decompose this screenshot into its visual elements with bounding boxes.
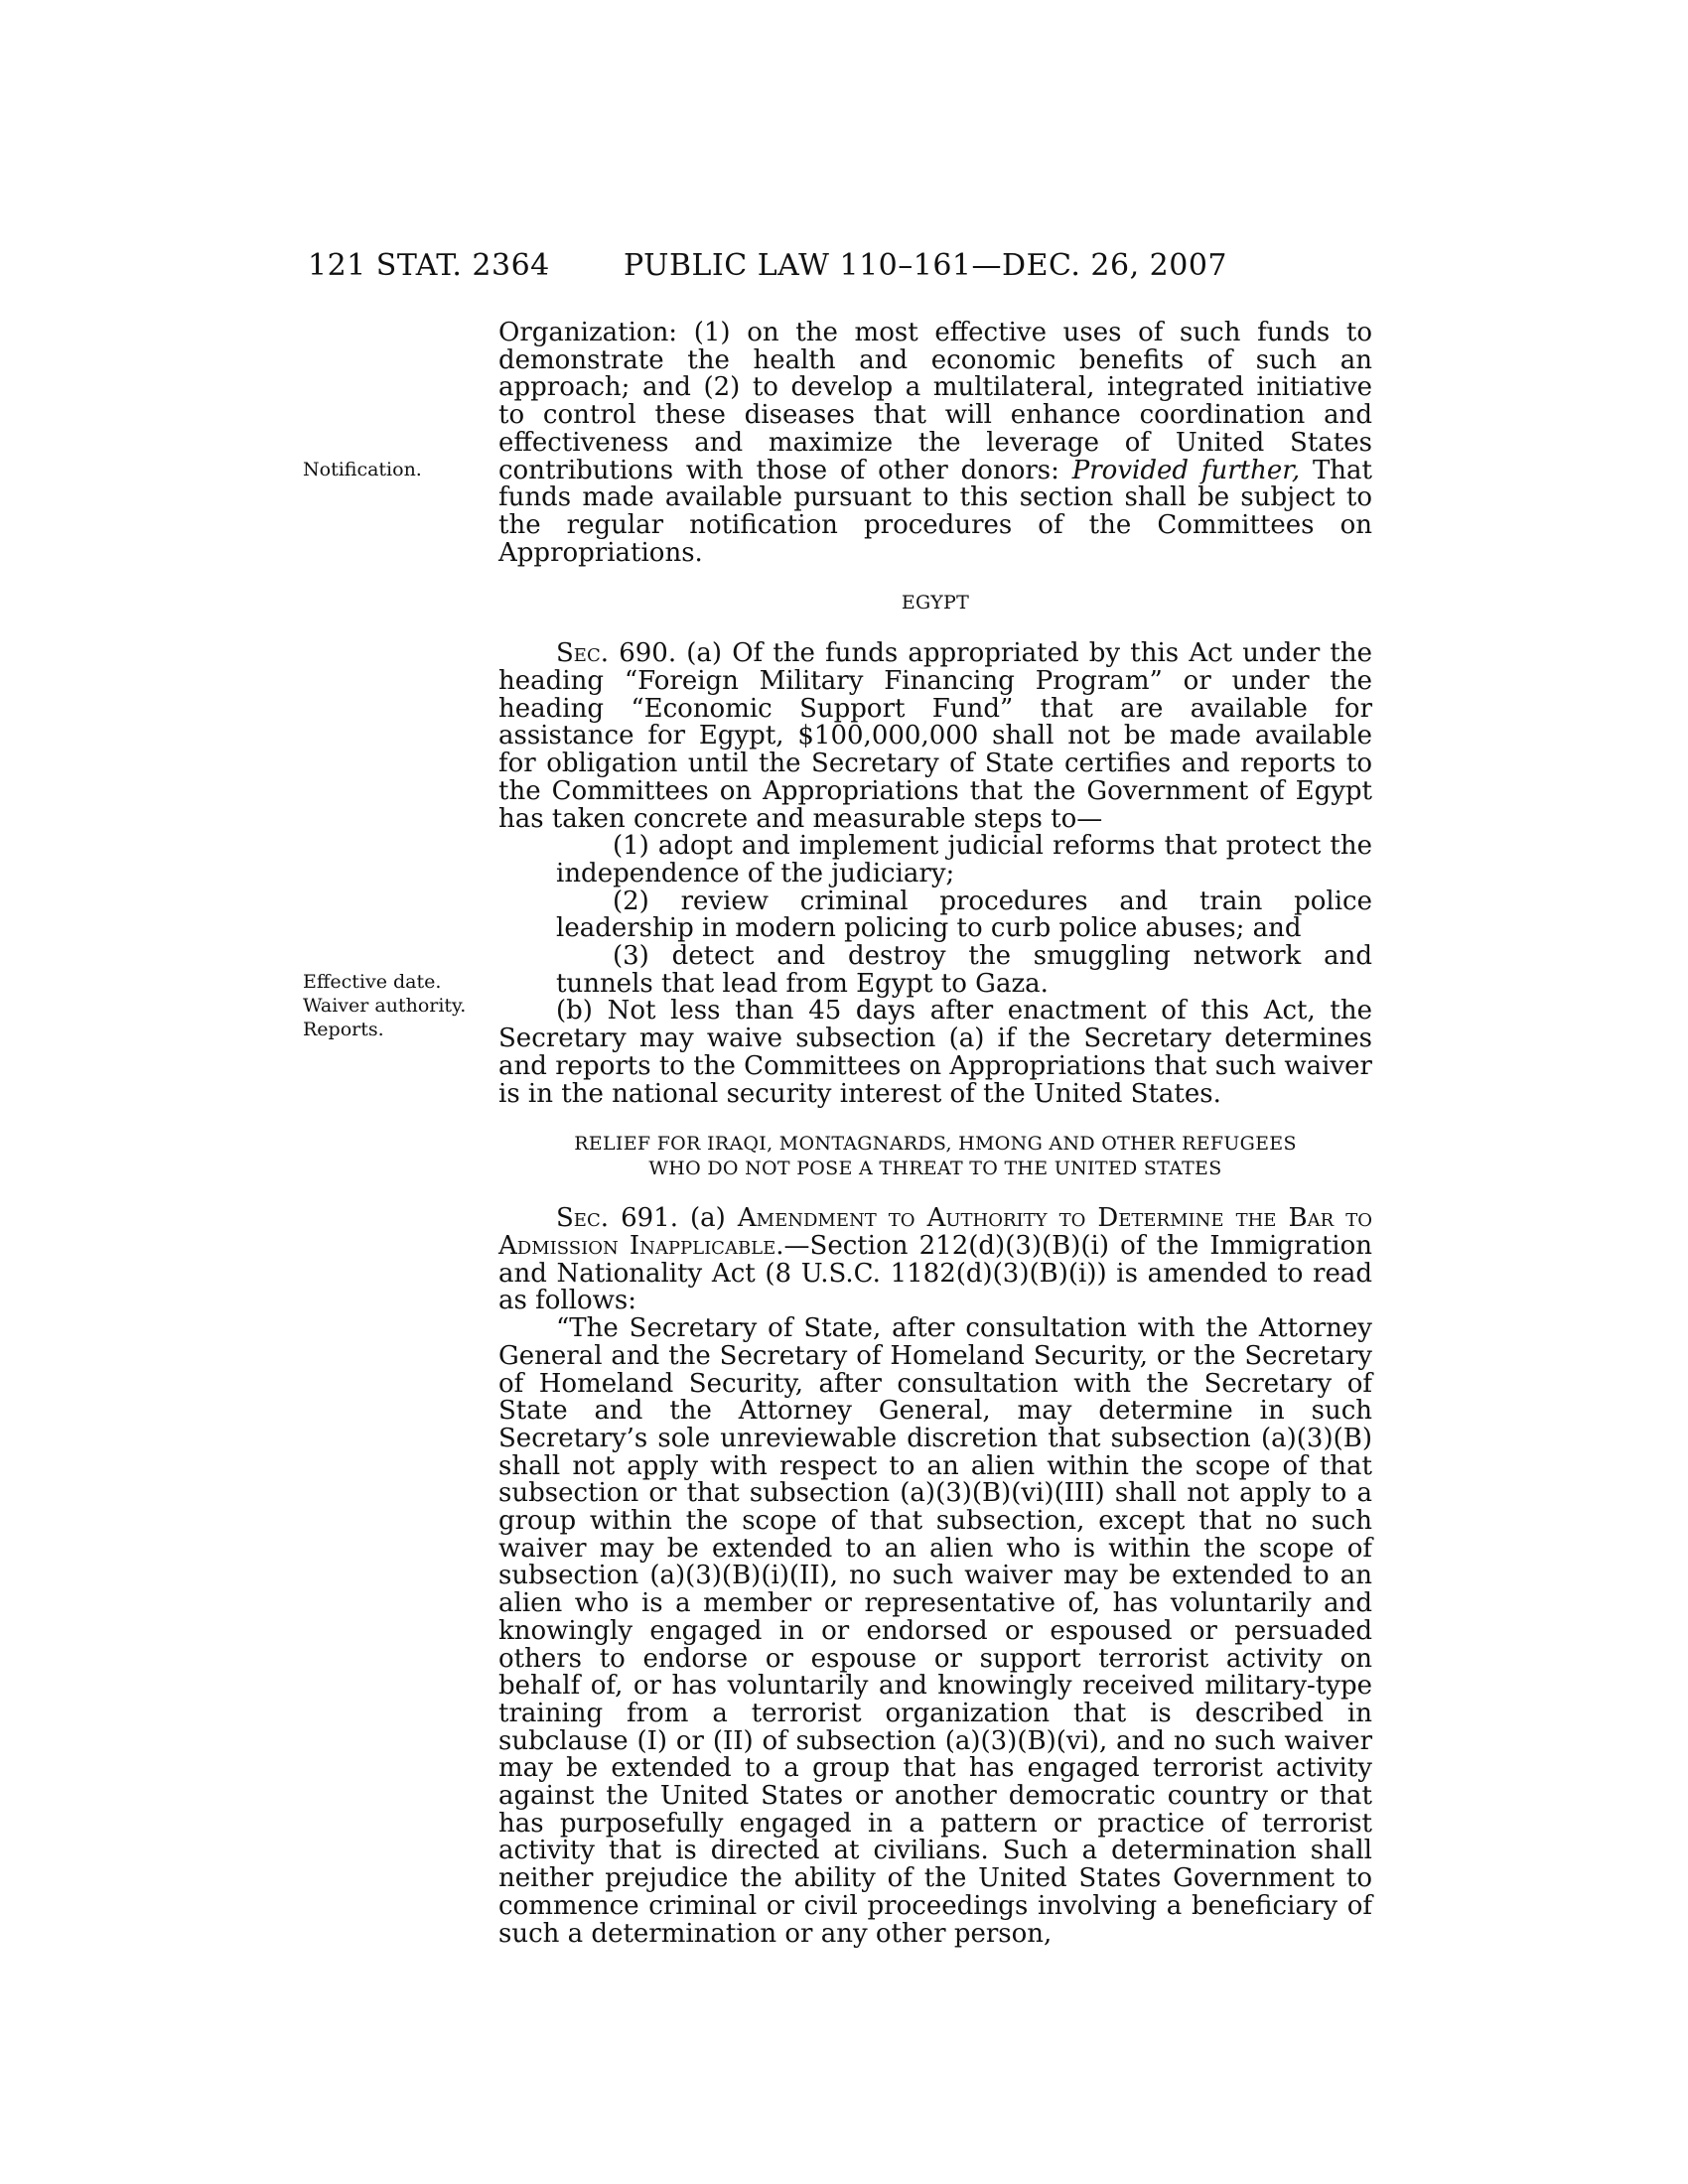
relief-heading-line-2: WHO DO NOT POSE A THREAT TO THE UNITED STATES [648, 1158, 1222, 1180]
egypt-heading: EGYPT [901, 592, 970, 614]
section-690-a [498, 640, 1372, 833]
section-691-number: 691. (a) [621, 1203, 738, 1234]
egypt-item-3: (3) detect and destroy the smuggling network and tunnels that lead from Egypt to Gaza. [556, 941, 1372, 999]
intro-paragraph [498, 320, 1372, 567]
intro-text-before: Organization: (1) on the most effective uses of such funds to demonstrate the health and economic benefits of such an approach; and (2) to develop a multilateral, integrated initiative to control these diseases that will enhance coordination and effectiveness and maximize the leverage of United States contributions with those of other donors: [498, 318, 1372, 485]
relief-heading-line-1: RELIEF FOR IRAQI, MONTAGNARDS, HMONG AND OTHER REFUGEES [574, 1133, 1297, 1156]
section-label: Sec. [556, 638, 609, 669]
intro-text-after: That funds made available pursuant to this section shall be subject to the regular notification procedures of the Committees on Appropriations. [498, 455, 1372, 568]
egypt-item-1: (1) adopt and implement judicial reforms that protect the independence of the judiciary; [556, 831, 1372, 888]
margin-note-reports: Reports. [303, 1019, 384, 1040]
body-text-column [498, 320, 1372, 1948]
section-690-a-text: 690. (a) Of the funds appropriated by this Act under the heading “Foreign Military Financing Program” or under the heading “Economic Support Fund” that are available for assistance for Egypt, $100,000,000 shall not be made available for obligation until the Secretary of State certifies and reports to the Committees on Appropriations that the Government of Egypt has taken concrete and measurable steps to— [498, 638, 1373, 834]
margin-note-notification: Notification. [303, 459, 422, 480]
quoted-amendment: “The Secretary of State, after consultation with the Attorney General and the Secretary of Homeland Security, or the Secretary of Homeland Security, after consultation with the Secretary of State and the Attorney General, may determine in such Secretary’s sole unreviewable discretion that subsection (a)(3)(B) shall not apply with respect to an alien within the scope of that subsection or that subsection (a)(3)(B)(vi)(III) shall not apply to a group within the scope of that subsection, except that no such waiver may be extended to an alien who is within the scope of subsection (a)(3)(B)(i)(II), no such waiver may be extended to an alien who is a member or representative of, has voluntarily and knowingly engaged in or endorsed or espoused or persuaded others to endorse or espouse or support terrorist activity on behalf of, or has voluntarily and knowingly received military-type training from a terrorist organization that is described in subclause (I) or (II) of subsection (a)(3)(B)(vi), and no such waiver may be extended to a group that has engaged terrorist activity against the United States or another democratic country or that has purposefully engaged in a pattern or practice of terrorist activity that is directed at civilians. Such a determination shall neither prejudice the ability of the United States Government to commence criminal or civil proceedings involving a beneficiary of such a determination or any other person, [498, 1313, 1372, 1949]
section-label: Sec. [556, 1203, 609, 1234]
amendment-text: —Section 212(d)(3)(B)(i) of the Immigration and Nationality Act (8 U.S.C. 1182(d)(3)(B)(i)) is amended to read as follows: [498, 1230, 1372, 1316]
amendment-title: Amendment to Authority to Determine the Bar to Admission Inapplicable. [498, 1203, 1372, 1261]
margin-note-effective-group [303, 970, 466, 1041]
proviso-text: Provided further, [1071, 455, 1301, 485]
egypt-item-2: (2) review criminal procedures and train police leadership in modern policing to curb police abuses; and [556, 886, 1372, 944]
stat-reference: 121 STAT. 2364 [308, 248, 550, 283]
relief-heading [498, 1132, 1372, 1181]
section-690-b: (b) Not less than 45 days after enactment of this Act, the Secretary may waive subsection (a) if the Secretary determines and reports to the Committees on Appropriations that such waiver is in the national security interest of the United States. [498, 996, 1372, 1109]
law-reference: PUBLIC LAW 110–161—DEC. 26, 2007 [624, 248, 1228, 283]
section-691-a [498, 1205, 1372, 1315]
margin-note-effective-date: Effective date. [303, 971, 442, 993]
margin-note-waiver-authority: Waiver authority. [303, 995, 467, 1017]
